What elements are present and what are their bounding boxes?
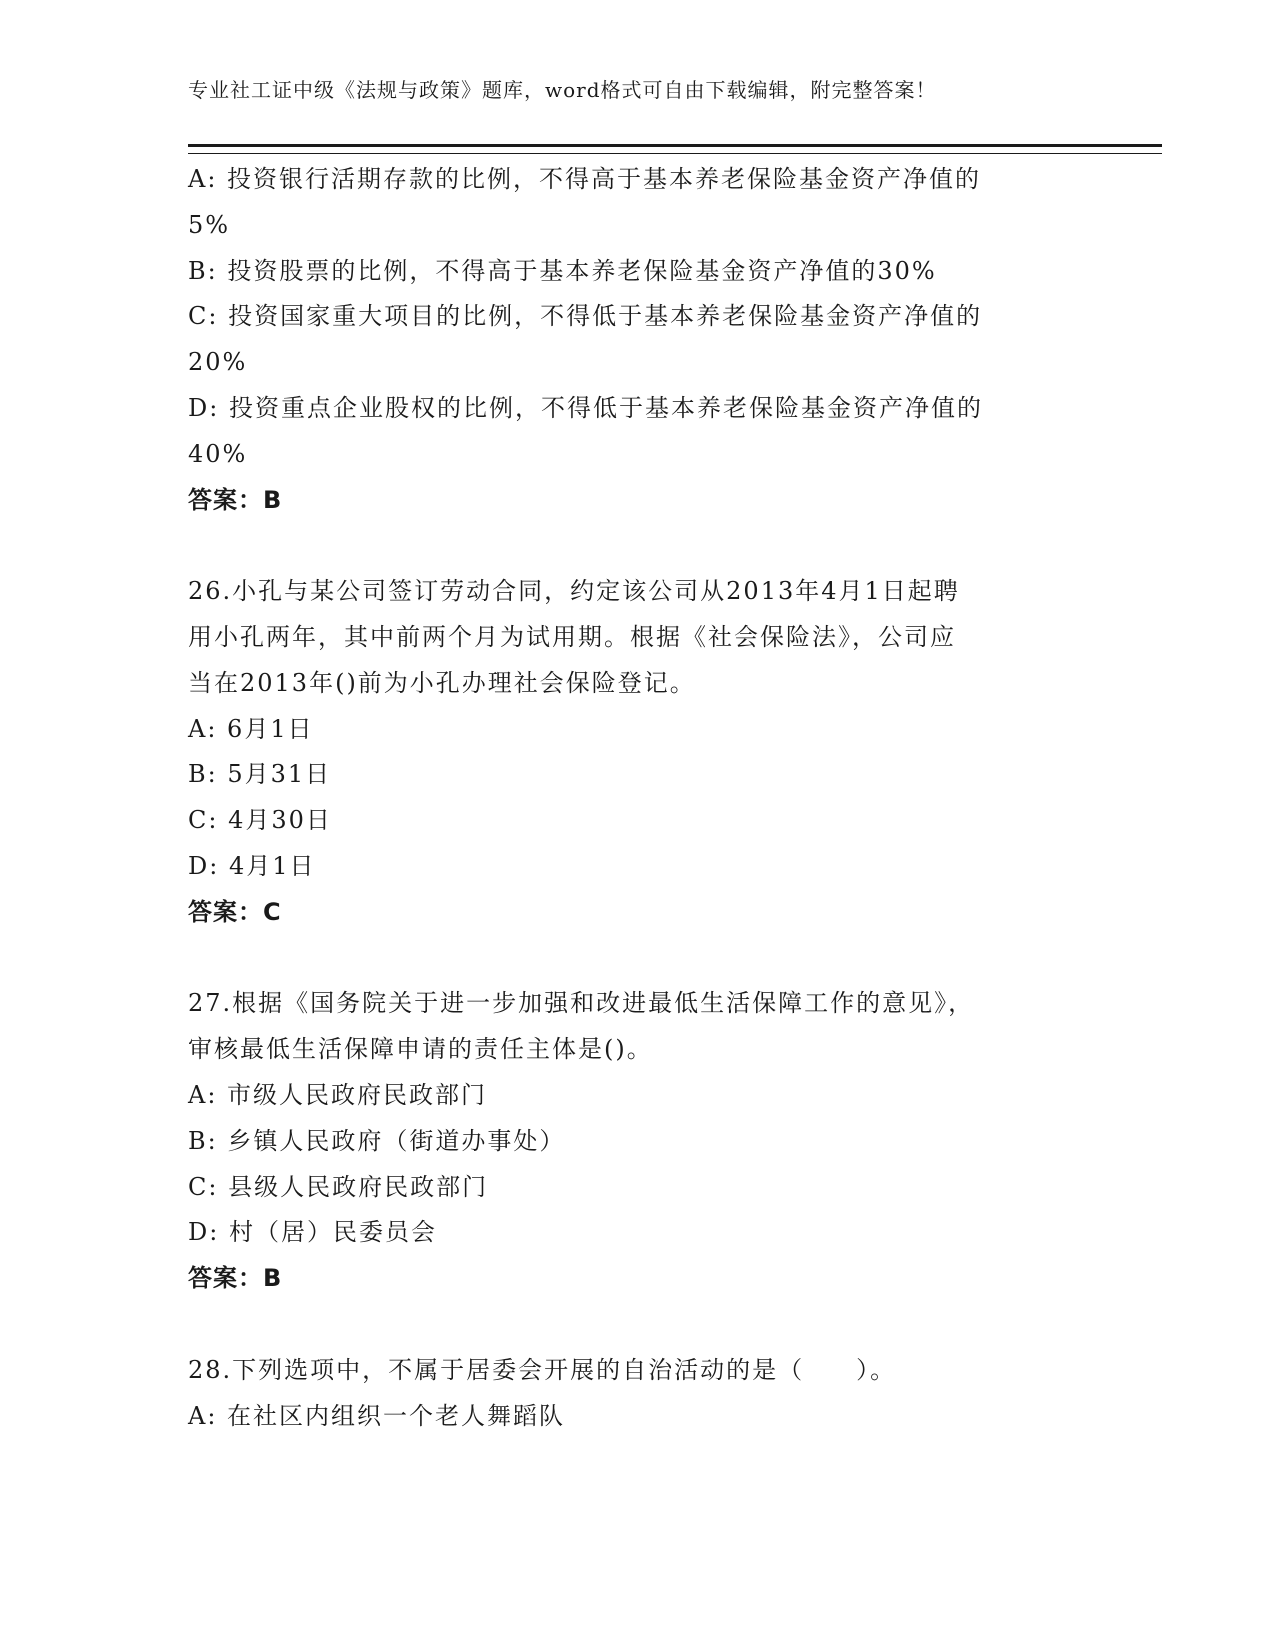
option-b: B: 投资股票的比例，不得高于基本养老保险基金资产净值的30% [188,256,937,285]
question-27 [188,981,1088,1302]
page-header: 专业社工证中级《法规与政策》题库，word格式可自由下载编辑，附完整答案！ [188,78,937,102]
option-c-continued: 20% [188,348,248,377]
option-a: A: 投资银行活期存款的比例，不得高于基本养老保险基金资产净值的 [188,165,982,193]
option-a: A: 市级人民政府民政部门 [188,1080,488,1109]
spacer [188,936,1088,982]
option-d: D: 村（居）民委员会 [188,1218,437,1247]
question-28 [188,1348,1088,1440]
option-c: C: 县级人民政府民政部门 [188,1172,489,1201]
option-d: D: 投资重点企业股权的比例，不得低于基本养老保险基金资产净值的 [188,393,983,422]
question-list [188,157,1088,1439]
option-b: B: 5月31日 [188,760,332,789]
answer: 答案：B [188,1264,283,1293]
answer: 答案：C [188,897,282,926]
spacer [188,1302,1088,1348]
option-c: C: 投资国家重大项目的比例，不得低于基本养老保险基金资产净值的 [188,302,983,331]
header-divider [188,144,1162,154]
option-a: A: 在社区内组织一个老人舞蹈队 [188,1401,566,1430]
question-25 [188,157,1088,523]
spacer [188,523,1088,569]
option-c: C: 4月30日 [188,806,332,835]
question-stem: 28.下列选项中，不属于居委会开展的自治活动的是（ ）。 [188,1355,897,1384]
option-b: B: 乡镇人民政府（街道办事处） [188,1126,566,1155]
answer: 答案：B [188,485,283,514]
question-stem-continued: 审核最低生活保障申请的责任主体是()。 [188,1035,653,1064]
option-d-continued: 40% [188,439,248,468]
question-26 [188,569,1088,935]
question-stem: 26.小孔与某公司签订劳动合同，约定该公司从2013年4月1日起聘 [188,577,960,606]
question-stem-continued: 用小孔两年，其中前两个月为试用期。根据《社会保险法》，公司应 [188,622,956,651]
option-a-continued: 5% [188,210,231,239]
question-stem: 27.根据《国务院关于进一步加强和改进最低生活保障工作的意见》， [188,989,975,1018]
option-a: A: 6月1日 [188,714,314,743]
question-stem-continued: 当在2013年()前为小孔办理社会保险登记。 [188,668,696,697]
option-d: D: 4月1日 [188,851,316,880]
